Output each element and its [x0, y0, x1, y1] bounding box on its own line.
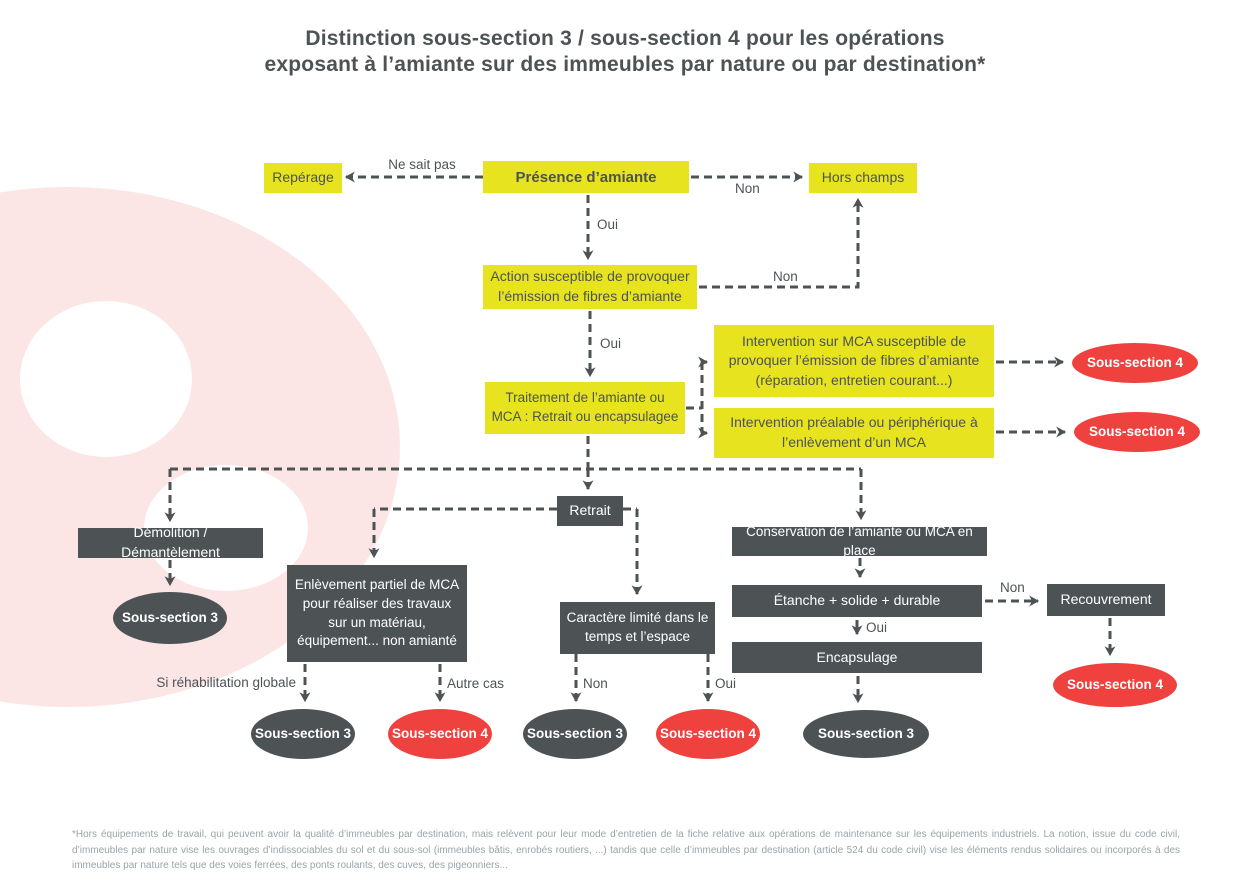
edge-label-non-presence: Non	[735, 181, 760, 196]
result-sous-section-4-intervention-prealable: Sous-section 4	[1074, 412, 1200, 452]
page-title	[150, 26, 1100, 79]
node-enlevement-partiel: Enlèvement partiel de MCA pour réaliser des travaux sur un matériau, équipement... non amianté	[287, 565, 467, 662]
page-title-line1: Distinction sous-section 3 / sous-section 4 pour les opérations	[305, 27, 945, 50]
result-sous-section-3-caractere-non: Sous-section 3	[523, 709, 627, 759]
node-caractere-limite: Caractère limité dans le temps et l’espace	[560, 602, 715, 654]
node-intervention-prealable: Intervention préalable ou périphérique à l’enlèvement d’un MCA	[714, 408, 994, 458]
result-sous-section-3-demolition: Sous-section 3	[113, 592, 227, 644]
edge-label-si-rehabilitation: Si réhabilitation globale	[156, 675, 296, 690]
node-recouvrement: Recouvrement	[1047, 584, 1165, 616]
result-sous-section-4-autre-cas: Sous-section 4	[388, 709, 492, 759]
edge-label-non-action: Non	[773, 269, 798, 284]
edge-label-non-etanche: Non	[1000, 580, 1025, 595]
result-sous-section-3-rehabilitation: Sous-section 3	[251, 709, 355, 759]
footnote-text: *Hors équipements de travail, qui peuvent avoir la qualité d’immeubles par destination, mais relèvent pour leur mode d’entretien de la fiche relative aux opérations de maintenance sur les équipements industriels. La notion, issue du code civil, d’immeubles par nature vise les ouvrages d’indissociables du sol et du sous-sol (immeubles bâtis, enrobés routiers, ...) tandis que celle d’immeubles par destination (article 524 du code civil) vise les éléments rendus solidaires ou incorporés à des immeubles par nature tels que des voies ferrées, des ponts roulants, des cuves, des pigeonniers...	[72, 829, 1180, 871]
result-sous-section-4-caractere-oui: Sous-section 4	[656, 709, 760, 759]
node-retrait: Retrait	[557, 496, 623, 526]
edge-label-ne-sait-pas: Ne sait pas	[388, 157, 456, 172]
node-conservation: Conservation de l’amiante ou MCA en place	[732, 527, 987, 556]
node-intervention-mca: Intervention sur MCA susceptible de provoquer l’émission de fibres d’amiante (réparation, entretien courant...)	[714, 325, 994, 397]
page-title-line2: exposant à l’amiante sur des immeubles par nature ou par destination*	[264, 53, 986, 77]
edge-label-oui-etanche: Oui	[866, 620, 888, 635]
edge-label-non-caractere: Non	[583, 676, 608, 691]
result-sous-section-4-recouvrement: Sous-section 4	[1053, 663, 1177, 707]
node-presence-amiante: Présence d’amiante	[483, 161, 689, 193]
edge-label-oui-caractere: Oui	[715, 676, 737, 691]
node-etanche-solide-durable: Étanche + solide + durable	[732, 585, 982, 617]
result-sous-section-4-intervention-mca: Sous-section 4	[1072, 343, 1198, 383]
edge-label-autre-cas: Autre cas	[447, 676, 505, 691]
node-hors-champs: Hors champs	[809, 163, 917, 193]
node-encapsulage: Encapsulage	[732, 642, 982, 673]
node-action-susceptible: Action susceptible de provoquer l’émission de fibres d’amiante	[483, 265, 697, 309]
result-sous-section-3-encapsulage: Sous-section 3	[803, 710, 929, 758]
node-traitement-amiante: Traitement de l’amiante ou MCA : Retrait ou encapsulagee	[485, 382, 685, 434]
edge-label-oui-action: Oui	[600, 336, 622, 351]
node-reperage: Repérage	[264, 163, 342, 193]
edge-label-oui-presence: Oui	[597, 217, 619, 232]
node-demolition: Démolition / Démantèlement	[78, 528, 263, 558]
